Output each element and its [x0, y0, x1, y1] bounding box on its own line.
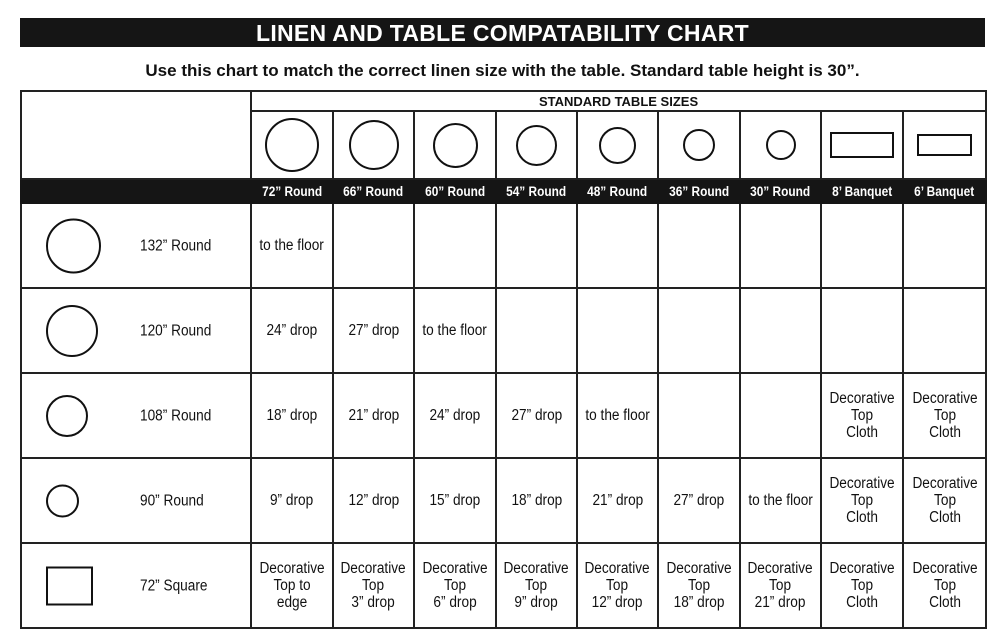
- round-linen-icon: [46, 484, 79, 517]
- compatibility-cell: to the floor: [414, 288, 496, 373]
- compatibility-cell: Decorative Top 9” drop: [496, 543, 577, 628]
- column-header: 8’ Banquet: [821, 179, 903, 203]
- table-icon-cell: [251, 111, 333, 179]
- compatibility-cell: [577, 203, 658, 288]
- table-row: [21, 373, 986, 458]
- compatibility-cell: [658, 288, 740, 373]
- chart-title: LINEN AND TABLE COMPATABILITY CHART: [20, 18, 985, 47]
- compatibility-cell: 27” drop: [496, 373, 577, 458]
- compatibility-cell: [414, 203, 496, 288]
- compatibility-cell: [577, 288, 658, 373]
- column-header: 30” Round: [740, 179, 821, 203]
- compatibility-cell: to the floor: [740, 458, 821, 543]
- round-table-icon: [516, 136, 557, 153]
- compatibility-cell: Decorative Top Cloth: [903, 458, 986, 543]
- table-row: [21, 203, 986, 288]
- compatibility-cell: 24” drop: [251, 288, 333, 373]
- corner-cell: [21, 91, 251, 179]
- compatibility-cell: [821, 288, 903, 373]
- compatibility-cell: Decorative Top Cloth: [903, 373, 986, 458]
- linen-size-cell: [21, 203, 251, 288]
- table-icon-cell: [821, 111, 903, 179]
- compatibility-cell: [740, 203, 821, 288]
- linen-size-cell: [21, 288, 251, 373]
- compatibility-cell: 18” drop: [496, 458, 577, 543]
- table-icon-cell: [740, 111, 821, 179]
- standard-table-sizes-header: STANDARD TABLE SIZES: [251, 91, 986, 111]
- compatibility-cell: Decorative Top Cloth: [821, 458, 903, 543]
- compatibility-cell: [740, 288, 821, 373]
- compatibility-cell: Decorative Top Cloth: [821, 543, 903, 628]
- linen-size-cell: [21, 458, 251, 543]
- column-header: 6’ Banquet: [903, 179, 986, 203]
- round-table-icon: [265, 136, 319, 153]
- linen-size-label: 120” Round: [140, 322, 212, 339]
- table-icon-cell: [333, 111, 414, 179]
- compatibility-cell: [903, 203, 986, 288]
- column-header: 72” Round: [251, 179, 333, 203]
- banquet-table-icon: [830, 136, 894, 153]
- linen-size-cell: [21, 373, 251, 458]
- compatibility-cell: Decorative Top 6” drop: [414, 543, 496, 628]
- compatibility-cell: Decorative Top 12” drop: [577, 543, 658, 628]
- compatibility-cell: Decorative Top 18” drop: [658, 543, 740, 628]
- compatibility-cell: [333, 203, 414, 288]
- column-header: 36” Round: [658, 179, 740, 203]
- compatibility-cell: to the floor: [577, 373, 658, 458]
- table-row: [21, 543, 986, 628]
- compatibility-cell: [658, 373, 740, 458]
- round-linen-icon: [46, 395, 88, 437]
- column-header: 54” Round: [496, 179, 577, 203]
- column-header: 66” Round: [333, 179, 414, 203]
- compatibility-cell: to the floor: [251, 203, 333, 288]
- table-row: [21, 288, 986, 373]
- compatibility-cell: [740, 373, 821, 458]
- table-icon-cell: [414, 111, 496, 179]
- table-icon-cell: [903, 111, 986, 179]
- compatibility-table: [20, 90, 987, 629]
- compatibility-cell: 18” drop: [251, 373, 333, 458]
- compatibility-cell: [496, 203, 577, 288]
- compatibility-cell: 24” drop: [414, 373, 496, 458]
- header-bar-blank: [21, 179, 251, 203]
- compatibility-cell: 21” drop: [577, 458, 658, 543]
- compatibility-cell: 21” drop: [333, 373, 414, 458]
- linen-size-label: 90” Round: [140, 492, 204, 509]
- compatibility-cell: 27” drop: [658, 458, 740, 543]
- compatibility-cell: Decorative Top Cloth: [821, 373, 903, 458]
- compatibility-cell: Decorative Top to edge: [251, 543, 333, 628]
- round-table-icon: [349, 136, 399, 153]
- round-table-icon: [599, 136, 636, 153]
- compatibility-cell: 12” drop: [333, 458, 414, 543]
- compatibility-cell: 15” drop: [414, 458, 496, 543]
- compatibility-cell: [658, 203, 740, 288]
- linen-size-label: 132” Round: [140, 237, 212, 254]
- round-table-icon: [683, 136, 715, 153]
- compatibility-cell: Decorative Top Cloth: [903, 543, 986, 628]
- banquet-table-icon: [917, 136, 972, 153]
- round-linen-icon: [46, 305, 98, 357]
- round-table-icon: [433, 136, 478, 153]
- square-linen-icon: [46, 566, 93, 605]
- table-icon-cell: [577, 111, 658, 179]
- linen-size-cell: [21, 543, 251, 628]
- linen-size-label: 108” Round: [140, 407, 212, 424]
- table-icon-cell: [658, 111, 740, 179]
- chart-subtitle: Use this chart to match the correct linen size with the table. Standard table height is 30”.: [145, 61, 860, 80]
- compatibility-cell: Decorative Top 21” drop: [740, 543, 821, 628]
- compatibility-cell: 9” drop: [251, 458, 333, 543]
- table-row: [21, 458, 986, 543]
- compatibility-cell: [821, 203, 903, 288]
- compatibility-cell: 27” drop: [333, 288, 414, 373]
- compatibility-cell: [903, 288, 986, 373]
- linen-size-label: 72” Square: [140, 577, 208, 594]
- round-table-icon: [766, 136, 796, 153]
- column-header: 60” Round: [414, 179, 496, 203]
- column-header: 48” Round: [577, 179, 658, 203]
- compatibility-cell: [496, 288, 577, 373]
- table-icon-cell: [496, 111, 577, 179]
- round-linen-icon: [46, 218, 101, 273]
- compatibility-cell: Decorative Top 3” drop: [333, 543, 414, 628]
